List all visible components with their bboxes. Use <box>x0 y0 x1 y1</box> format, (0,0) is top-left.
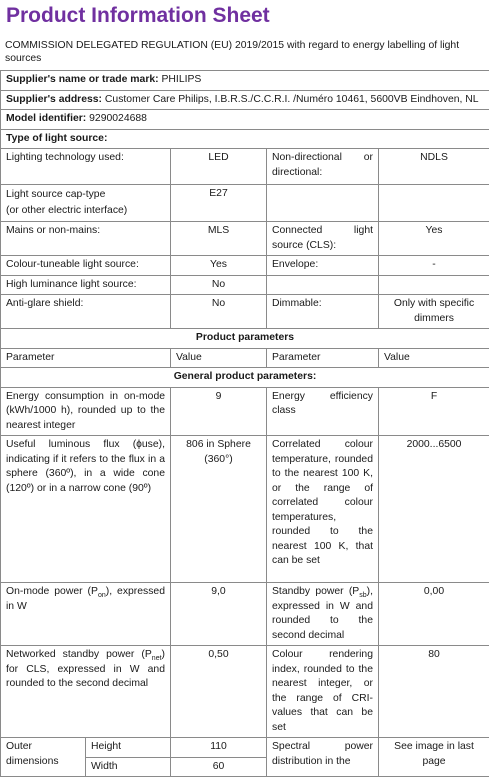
model-identifier-cell <box>1 110 489 130</box>
height-label: Height <box>86 738 171 758</box>
type-row-value2: Only with specific dimmers <box>379 295 489 329</box>
supplier-name-cell <box>1 71 489 91</box>
type-row-label: Light source cap-type (or other electric interface) <box>1 185 171 222</box>
energy-consumption-value: 9 <box>171 387 267 436</box>
type-row-label: Anti-glare shield: <box>1 295 171 329</box>
spectral-power-label: Spectral power distribution in the <box>267 738 379 777</box>
product-parameters-heading-row <box>1 329 489 349</box>
type-row-label2: Dimmable: <box>267 295 379 329</box>
type-row <box>1 275 489 295</box>
networked-standby-value: 0,50 <box>171 646 267 738</box>
column-header-parameter: Parameter <box>1 348 171 368</box>
type-row <box>1 185 489 222</box>
supplier-address-row <box>1 90 489 110</box>
supplier-address-label: Supplier's address: <box>6 94 102 105</box>
param-row-power <box>1 583 489 646</box>
column-header-row <box>1 348 489 368</box>
type-row-label: High luminance light source: <box>1 275 171 295</box>
type-row-value: Yes <box>171 256 267 276</box>
light-source-type-row <box>1 129 489 149</box>
type-row-label: Lighting technology used: <box>1 149 171 185</box>
standby-power-label: Standby power $(P_{sb})$, expressed in W and rounded to the second decimal <box>267 583 379 646</box>
type-row-label2: Connected light source (CLS): <box>267 222 379 256</box>
type-row-value2 <box>379 275 489 295</box>
general-parameters-heading: General product parameters: <box>1 368 489 388</box>
spectral-power-value: See image in last page <box>379 738 489 777</box>
energy-class-label: Energy efficiency class <box>267 387 379 436</box>
type-row-label2: Envelope: <box>267 256 379 276</box>
on-mode-power-value: 9,0 <box>171 583 267 646</box>
param-row-networked <box>1 646 489 738</box>
on-mode-power-label: On-mode power $(P_{on})$, expressed in W <box>1 583 171 646</box>
supplier-name-row <box>1 71 489 91</box>
model-identifier-label: Model identifier: <box>6 113 86 124</box>
column-header-value: Value <box>171 348 267 368</box>
general-parameters-heading-row <box>1 368 489 388</box>
cct-value: 2000...6500 <box>379 436 489 583</box>
cri-value: 80 <box>379 646 489 738</box>
type-row-label2: Non-directional or directional: <box>267 149 379 185</box>
light-source-type-heading: Type of light source: <box>1 129 489 149</box>
supplier-address-cell <box>1 90 489 110</box>
type-row <box>1 295 489 329</box>
product-parameters-heading: Product parameters <box>1 329 489 349</box>
product-info-table <box>0 70 489 777</box>
type-row-label2 <box>267 185 379 222</box>
height-value: 110 <box>171 738 267 758</box>
supplier-name-value: PHILIPS <box>162 74 202 85</box>
model-identifier-row <box>1 110 489 130</box>
regulation-text: COMMISSION DELEGATED REGULATION (EU) 2019/2015 with regard to energy labelling of light sources <box>5 39 481 65</box>
luminous-flux-value: 806 in Sphere (360°) <box>171 436 267 583</box>
type-row-value2: - <box>379 256 489 276</box>
type-row-value2 <box>379 185 489 222</box>
width-label: Width <box>86 757 171 777</box>
supplier-name-label: Supplier's name or trade mark: <box>6 74 159 85</box>
cct-label: Correlated colour temperature, rounded to the nearest 100 K, or the range of correlated colour temperatures, rounded to the nearest 100 K, that can be set <box>267 436 379 583</box>
supplier-address-value: Customer Care Philips, I.B.R.S./C.C.R.I. /Numéro 10461, 5600VB Eindhoven, NL <box>105 94 479 105</box>
width-value: 60 <box>171 757 267 777</box>
type-row-value: E27 <box>171 185 267 222</box>
model-identifier-value: 9290024688 <box>89 113 147 124</box>
page-title: Product Information Sheet <box>6 4 270 28</box>
param-row-flux <box>1 436 489 583</box>
standby-power-value: 0,00 <box>379 583 489 646</box>
type-row <box>1 222 489 256</box>
type-row-label: Mains or non-mains: <box>1 222 171 256</box>
energy-class-value: F <box>379 387 489 436</box>
param-row-dimensions <box>1 738 489 758</box>
column-header-value2: Value <box>379 348 489 368</box>
type-row-value: No <box>171 295 267 329</box>
type-row-value2: NDLS <box>379 149 489 185</box>
type-row-label2 <box>267 275 379 295</box>
type-row <box>1 149 489 185</box>
outer-dimensions-label: Outer dimensions <box>1 738 86 777</box>
column-header-parameter2: Parameter <box>267 348 379 368</box>
type-row-label: Colour-tuneable light source: <box>1 256 171 276</box>
type-row <box>1 256 489 276</box>
type-row-value: No <box>171 275 267 295</box>
type-row-value: LED <box>171 149 267 185</box>
type-row-value: MLS <box>171 222 267 256</box>
energy-consumption-label: Energy consumption in on-mode (kWh/1000 h), rounded up to the nearest integer <box>1 387 171 436</box>
type-row-value2: Yes <box>379 222 489 256</box>
param-row-energy <box>1 387 489 436</box>
cri-label: Colour rendering index, rounded to the nearest integer, or the range of CRI-values that can be set <box>267 646 379 738</box>
luminous-flux-label: Useful luminous flux (ɸuse), indicating if it refers to the flux in a sphere (360º), in a wide cone (120º) or in a narrow cone (90º) <box>1 436 171 583</box>
networked-standby-label: Networked standby power $(P_{net})$ for CLS, expressed in W and rounded to the second decimal <box>1 646 171 738</box>
